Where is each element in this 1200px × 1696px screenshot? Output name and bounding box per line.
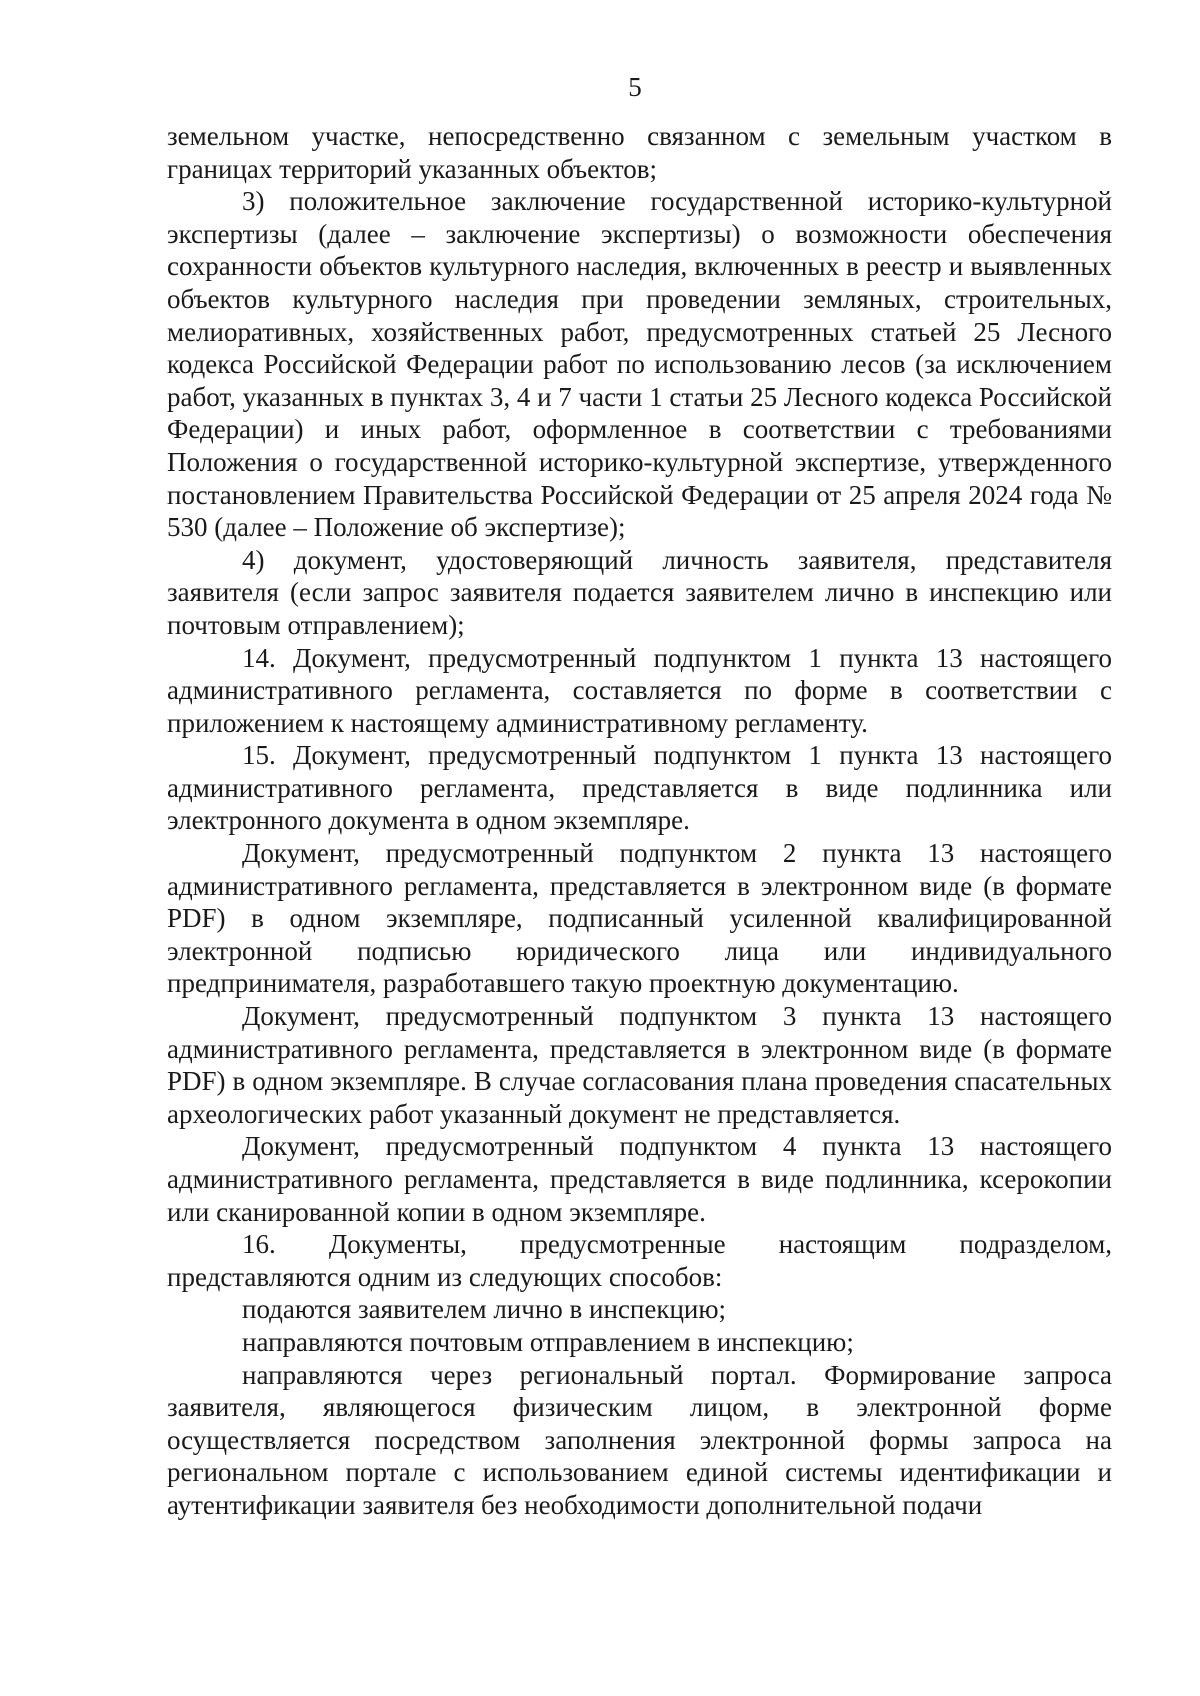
paragraph-item-3: 3) положительное заключение государственной историко-культурной экспертизы (далее – заключение экспертизы) о возможности обеспечения сохранности объектов культурного наследия, включенных в реестр и выявленных объектов культурного наследия при проведении земляных, строительных, мелиоративных, хозяйственных работ, предусмотренных статьей 25 Лесного кодекса Российской Федерации работ по использованию лесов (за исключением работ, указанных в пунктах 3, 4 и 7 части 1 статьи 25 Лесного кодекса Российской Федерации) и иных работ, оформленное в соответствии с требованиями Положения о государственной историко-культурной экспертизе, утвержденного постановлением Правительства Российской Федерации от 25 апреля 2024 года № 530 (далее – Положение об экспертизе);	[167, 186, 1112, 543]
paragraph-method-in-person: подаются заявителем лично в инспекцию;	[242, 1294, 727, 1325]
paragraph-continuation: земельном участке, непосредственно связанном с земельным участком в границах территорий указанных объектов;	[167, 121, 1112, 184]
paragraph-method-mail: направляются почтовым отправлением в инспекцию;	[242, 1326, 854, 1357]
page-number: 5	[628, 72, 642, 102]
paragraph-clause-15: 15. Документ, предусмотренный подпунктом 1 пункта 13 настоящего административного регламента, представляется в виде подлинника или электронного документа в одном экземпляре.	[167, 740, 1112, 836]
paragraph-method-portal: направляются через региональный портал. Формирование запроса заявителя, являющегося физическим лицом, в электронной форме осуществляется посредством заполнения электронной формы запроса на региональном портале с использованием единой системы идентификации и аутентификации заявителя без необходимости дополнительной подачи	[167, 1359, 1112, 1520]
paragraph-clause-15-doc-4: Документ, предусмотренный подпунктом 4 пункта 13 настоящего административного регламента, представляется в виде подлинника, ксерокопии или сканированной копии в одном экземпляре.	[167, 1131, 1112, 1227]
paragraph-clause-16: 16. Документы, предусмотренные настоящим подразделом, представляются одним из следующих способов:	[167, 1229, 1112, 1292]
document-body	[167, 120, 1112, 1522]
paragraph-item-4: 4) документ, удостоверяющий личность заявителя, представителя заявителя (если запрос заявителя подается заявителем лично в инспекцию или почтовым отправлением);	[167, 544, 1112, 640]
paragraph-clause-14: 14. Документ, предусмотренный подпунктом 1 пункта 13 настоящего административного регламента, составляется по форме в соответствии с приложением к настоящему административному регламенту.	[167, 642, 1112, 738]
paragraph-clause-15-doc-3: Документ, предусмотренный подпунктом 3 пункта 13 настоящего административного регламента, представляется в электронном виде (в формате PDF) в одном экземпляре. В случае согласования плана проведения спасательных археологических работ указанный документ не представляется.	[167, 1001, 1112, 1129]
paragraph-clause-15-doc-2: Документ, предусмотренный подпунктом 2 пункта 13 настоящего административного регламента, представляется в электронном виде (в формате PDF) в одном экземпляре, подписанный усиленной квалифицированной электронной подписью юридического лица или индивидуального предпринимателя, разработавшего такую проектную документацию.	[167, 838, 1112, 999]
